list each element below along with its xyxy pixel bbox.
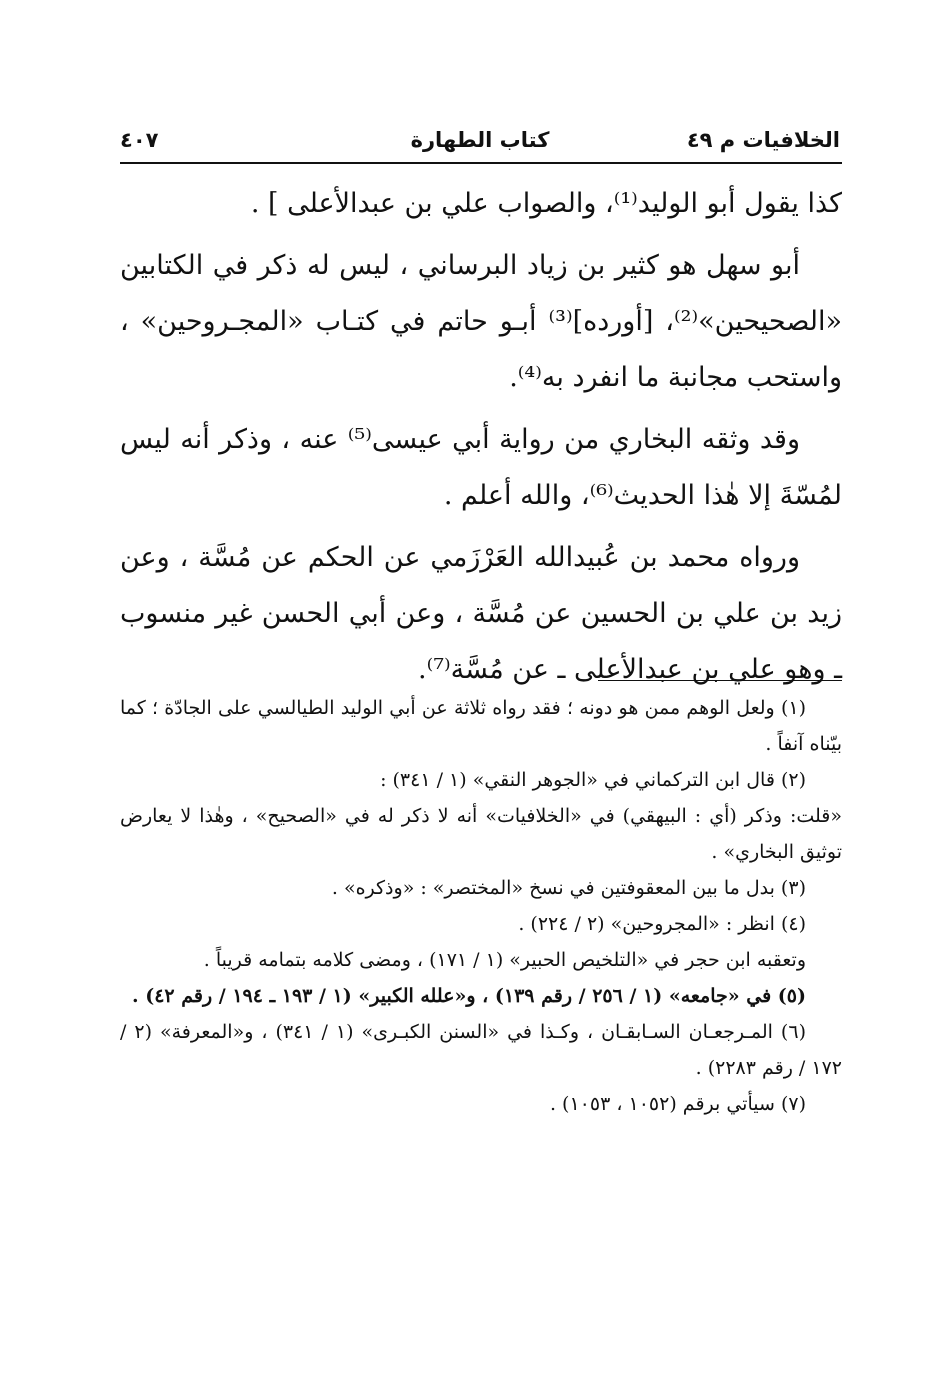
footnote: (٢) قال ابن التركماني في «الجوهر النقي» (١ / ٣٤١) : [380, 769, 806, 791]
footnote: (٧) سيأتي برقم (١٠٥٢ ، ١٠٥٣) . [549, 1093, 806, 1115]
chapter-title: كتاب الطهارة [410, 128, 550, 152]
footnote: (٤) انظر : «المجروحين» (٢ / ٢٢٤) . [518, 913, 806, 935]
footnote-quote: «قلت: وذكر (أي : البيهقي) في «الخلافيات» أنه لا ذكر له في «الصحيح» ، وهٰذا لا يعارض توثيق البخاري» . [120, 805, 842, 863]
footnotes [120, 690, 842, 1122]
footnote-separator [598, 680, 842, 681]
paragraph: ورواه محمد بن عُبيدالله العَرْزَمي عن الحكم عن مُسَّة ، وعن زيد بن علي بن الحسين عن مُسَّة ، وعن أبي الحسن غير منسوب ـ وهو علي بن عبدالأعلى ـ عن مُسَّة⁽⁷⁾. [120, 542, 842, 685]
footnote: (٥) في «جامعه» (١ / ٢٥٦ / رقم ١٣٩) ، و«علله الكبير» (١ / ١٩٣ ـ ١٩٤ / رقم ٤٢) . [131, 985, 806, 1007]
paragraph: أبو سهل هو كثير بن زياد البرساني ، ليس له ذكر في الكتابين «الصحيحين»⁽²⁾، [أورده]⁽³⁾ أبـو حاتم في كتـاب «المجـروحين» ، واستحب مجانبة ما انفرد به⁽⁴⁾. [120, 250, 843, 393]
footnote: (٣) بدل ما بين المعقوفتين في نسخ «المختصر» : «وذكره» . [331, 877, 806, 899]
footnote: (٦) المـرجعـان السـابقـان ، وكـذا في «السنن الكبـرى» (١ / ٣٤١) ، و«المعرفة» (٢ / ١٧٢ / رقم ٢٢٨٣) . [120, 1021, 842, 1079]
volume-label: الخلافيات م ٤٩ [686, 128, 840, 152]
paragraph: كذا يقول أبو الوليد⁽¹⁾، والصواب علي بن عبدالأعلى ] . [250, 188, 842, 219]
header-rule [120, 162, 842, 164]
page-number: ٤٠٧ [120, 128, 159, 152]
footnote: (١) ولعل الوهم ممن هو دونه ؛ فقد رواه ثلاثة عن أبي الوليد الطيالسي على الجادّة ؛ كما بيّناه آنفاً . [120, 697, 842, 755]
main-text [120, 176, 842, 704]
paragraph: وقد وثقه البخاري من رواية أبي عيسى⁽⁵⁾ عنه ، وذكر أنه ليس لمُسّةَ إلا هٰذا الحديث⁽⁶⁾، والله أعلم . [120, 424, 842, 511]
footnote-continuation: وتعقبه ابن حجر في «التلخيص الحبير» (١ / ١٧١) ، ومضى كلامه بتمامه قريباً . [203, 949, 806, 971]
running-header [120, 112, 840, 160]
